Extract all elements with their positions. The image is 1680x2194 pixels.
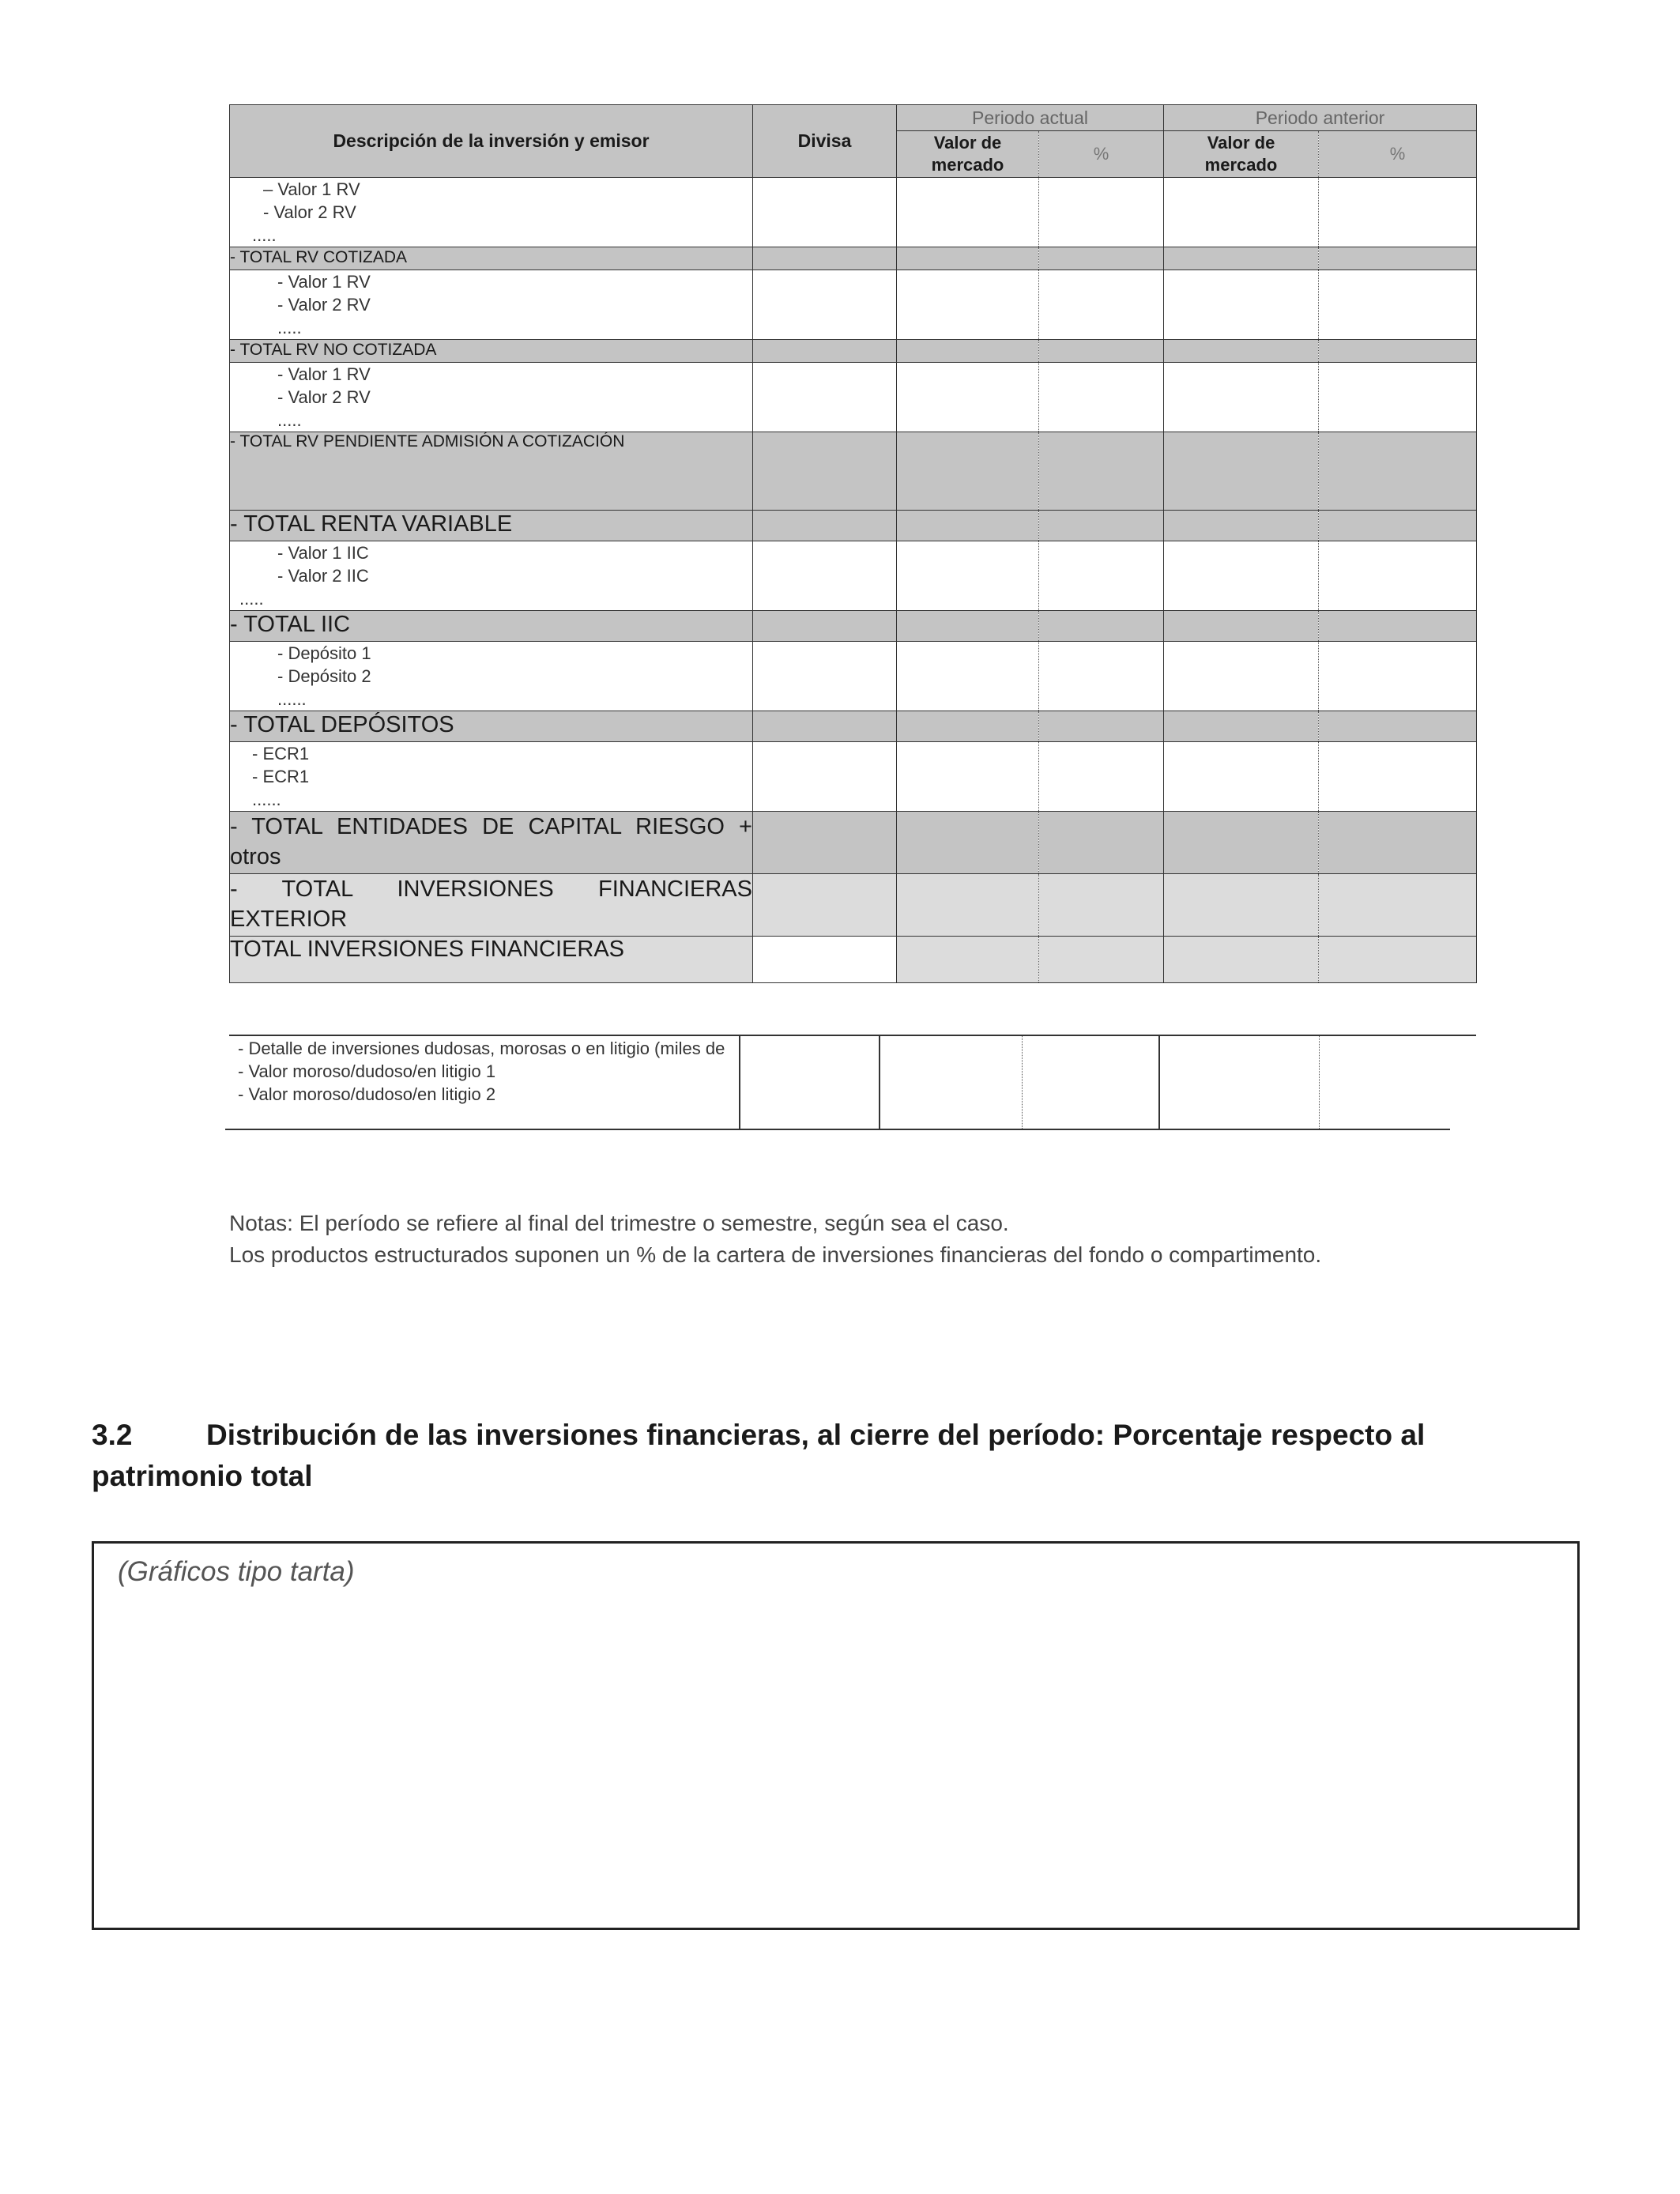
list-item: ...... (252, 790, 281, 809)
cell-current-percent[interactable] (1039, 363, 1164, 432)
list-item: ..... (277, 410, 302, 430)
cell-previous-percent[interactable] (1319, 541, 1477, 611)
section-heading (92, 1415, 1593, 1497)
rv-pendiente-items (230, 363, 753, 432)
table-row (230, 711, 1477, 742)
cell-current-value[interactable] (897, 742, 1039, 812)
cell-previous-percent[interactable] (1319, 742, 1477, 812)
table-row (230, 874, 1477, 937)
cell-current-value[interactable] (897, 642, 1039, 711)
cell-currency[interactable] (753, 178, 897, 247)
doubtful-divider (739, 1036, 740, 1129)
total-rv-pendiente-label: - TOTAL RV PENDIENTE ADMISIÓN A COTIZACIÓN (230, 432, 753, 511)
list-item: - Valor 1 IIC (277, 543, 369, 563)
note-line: Los productos estructurados suponen un % de la cartera de inversiones financieras del fondo o compartimento. (229, 1242, 1322, 1267)
doubtful-divider (879, 1036, 880, 1129)
table-header-row (230, 105, 1477, 131)
total-ecr-label: - TOTAL ENTIDADES DE CAPITAL RIESGO + otros (230, 812, 753, 874)
header-currency: Divisa (753, 105, 897, 178)
table-row (230, 432, 1477, 511)
list-item: - ECR1 (252, 744, 310, 763)
pie-chart-box (92, 1541, 1580, 1930)
doubtful-divider (1022, 1036, 1023, 1129)
ecr-items (230, 742, 753, 812)
cell-current-percent[interactable] (1039, 178, 1164, 247)
total-iic-label: - TOTAL IIC (230, 611, 753, 642)
table-row (230, 812, 1477, 874)
table-row (230, 541, 1477, 611)
doubtful-table-bottom-border (225, 1129, 1450, 1130)
table-row (230, 340, 1477, 363)
table-row (230, 178, 1477, 247)
cell-current-value[interactable] (897, 178, 1039, 247)
total-renta-variable-label: - TOTAL RENTA VARIABLE (230, 511, 753, 541)
list-item: - Depósito 2 (277, 666, 371, 686)
table-row (230, 642, 1477, 711)
table-row (230, 742, 1477, 812)
rv-cotizada-items (230, 178, 753, 247)
list-item: - Valor moroso/dudoso/en litigio 2 (238, 1084, 496, 1104)
list-item: - Valor moroso/dudoso/en litigio 1 (238, 1061, 496, 1081)
cell-previous-value[interactable] (1164, 363, 1319, 432)
list-item: - Valor 2 IIC (277, 566, 369, 586)
list-item: - Valor 2 RV (277, 295, 371, 315)
notes (229, 1208, 1321, 1271)
note-line: Notas: El período se refiere al final del trimestre o semestre, según sea el caso. (229, 1211, 1009, 1235)
header-current-market-value: Valor de mercado (897, 131, 1039, 178)
header-current-percent: % (1039, 131, 1164, 178)
list-item: ...... (277, 689, 307, 709)
table-row (230, 270, 1477, 340)
cell-current-value[interactable] (897, 363, 1039, 432)
rv-no-cotizada-items (230, 270, 753, 340)
chart-placeholder-text: (Gráficos tipo tarta) (118, 1556, 355, 1587)
table-row (230, 363, 1477, 432)
cell-current-value[interactable] (897, 270, 1039, 340)
cell-previous-value[interactable] (1164, 270, 1319, 340)
investment-table (229, 104, 1477, 983)
cell-currency[interactable] (753, 742, 897, 812)
doubtful-table-top-border (229, 1035, 1476, 1036)
cell-previous-percent[interactable] (1319, 642, 1477, 711)
list-item: - Detalle de inversiones dudosas, morosas o en litigio (miles de (238, 1039, 725, 1058)
cell-previous-percent[interactable] (1319, 178, 1477, 247)
cell-current-value[interactable] (897, 541, 1039, 611)
cell-currency[interactable] (753, 270, 897, 340)
iic-items (230, 541, 753, 611)
doubtful-investments-list (238, 1037, 725, 1106)
section-number: 3.2 (92, 1419, 133, 1451)
total-rv-cotizada-label: - TOTAL RV COTIZADA (230, 247, 753, 270)
cell-current-percent[interactable] (1039, 541, 1164, 611)
table-row (230, 511, 1477, 541)
section-title-continued: patrimonio total (92, 1460, 313, 1492)
list-item: - Valor 1 RV (277, 272, 371, 292)
doubtful-divider (1158, 1036, 1160, 1129)
header-previous-period: Periodo anterior (1164, 105, 1477, 131)
header-current-period: Periodo actual (897, 105, 1164, 131)
cell-previous-value[interactable] (1164, 541, 1319, 611)
list-item: – Valor 1 RV (263, 179, 360, 199)
deposit-items (230, 642, 753, 711)
list-item: ..... (239, 589, 264, 609)
list-item: - Valor 1 RV (277, 364, 371, 384)
header-description: Descripción de la inversión y emisor (230, 105, 753, 178)
cell-previous-value[interactable] (1164, 742, 1319, 812)
list-item: - Valor 2 RV (263, 202, 356, 222)
cell-previous-value[interactable] (1164, 178, 1319, 247)
cell-currency[interactable] (753, 363, 897, 432)
cell-previous-percent[interactable] (1319, 270, 1477, 340)
list-item: - Valor 2 RV (277, 387, 371, 407)
list-item: - ECR1 (252, 767, 310, 786)
cell-currency[interactable] (753, 642, 897, 711)
table-row (230, 937, 1477, 983)
header-previous-percent: % (1319, 131, 1477, 178)
doubtful-divider (1319, 1036, 1320, 1129)
total-rv-no-cotizada-label: - TOTAL RV NO COTIZADA (230, 340, 753, 363)
table-row (230, 611, 1477, 642)
total-exterior-label: - TOTAL INVERSIONES FINANCIERAS EXTERIOR (230, 874, 753, 937)
cell-currency[interactable] (753, 541, 897, 611)
cell-previous-value[interactable] (1164, 642, 1319, 711)
cell-previous-percent[interactable] (1319, 363, 1477, 432)
total-depositos-label: - TOTAL DEPÓSITOS (230, 711, 753, 742)
table-row (230, 247, 1477, 270)
list-item: ..... (252, 225, 277, 245)
cell-current-percent[interactable] (1039, 742, 1164, 812)
header-previous-market-value: Valor de mercado (1164, 131, 1319, 178)
total-inversiones-label: TOTAL INVERSIONES FINANCIERAS (230, 937, 753, 983)
section-title: Distribución de las inversiones financieras, al cierre del período: Porcentaje respecto al (206, 1419, 1426, 1451)
cell-current-percent[interactable] (1039, 642, 1164, 711)
list-item: - Depósito 1 (277, 643, 371, 663)
cell-current-percent[interactable] (1039, 270, 1164, 340)
list-item: ..... (277, 318, 302, 337)
